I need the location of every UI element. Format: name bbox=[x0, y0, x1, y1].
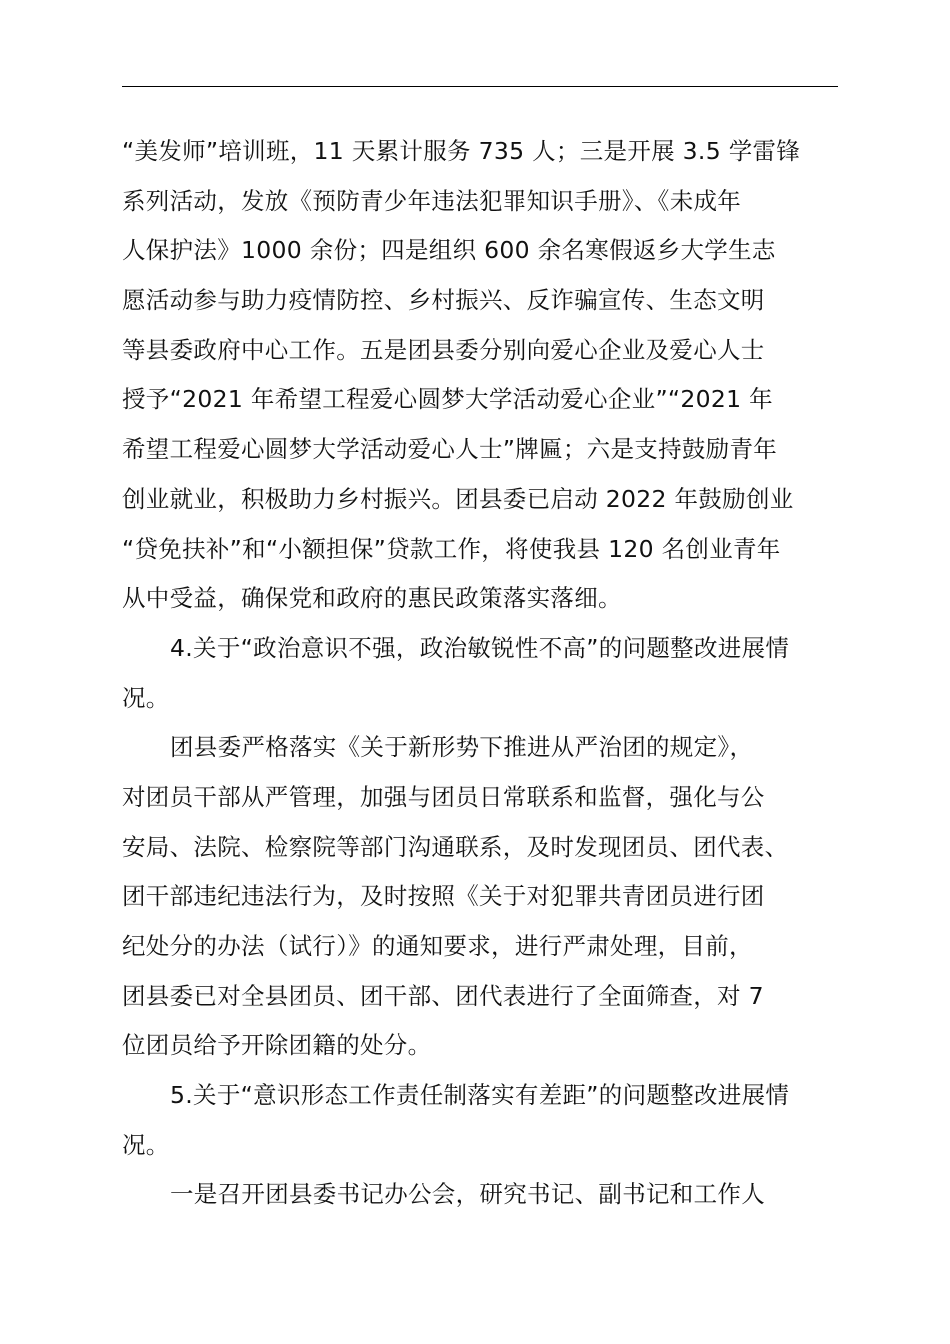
header-rule bbox=[122, 86, 838, 87]
text-line: 团县委已对全县团员、团干部、团代表进行了全面筛查，对 7 bbox=[122, 982, 764, 1010]
text-line: 人保护法》1000 余份；四是组织 600 余名寒假返乡大学生志 bbox=[122, 236, 776, 264]
text-line: 况。 bbox=[122, 1131, 170, 1159]
section-heading-4: 4.关于“政治意识不强，政治敏锐性不高”的问题整改进展情 bbox=[170, 634, 790, 662]
text-line: 安局、法院、检察院等部门沟通联系，及时发现团员、团代表、 bbox=[122, 833, 789, 861]
text-line: 创业就业，积极助力乡村振兴。团县委已启动 2022 年鼓励创业 bbox=[122, 485, 794, 513]
text-line: 况。 bbox=[122, 684, 170, 712]
text-line: 授予“2021 年希望工程爱心圆梦大学活动爱心企业”“2021 年 bbox=[122, 385, 773, 413]
text-line: 愿活动参与助力疫情防控、乡村振兴、反诈骗宣传、生态文明 bbox=[122, 286, 765, 314]
text-line: 系列活动，发放《预防青少年违法犯罪知识手册》、《未成年 bbox=[122, 187, 742, 215]
text-line: “贷免扶补”和“小额担保”贷款工作，将使我县 120 名创业青年 bbox=[122, 535, 781, 563]
section-heading-5: 5.关于“意识形态工作责任制落实有差距”的问题整改进展情 bbox=[170, 1081, 790, 1109]
text-line: 对团员干部从严管理，加强与团员日常联系和监督，强化与公 bbox=[122, 783, 765, 811]
text-line: 希望工程爱心圆梦大学活动爱心人士”牌匾；六是支持鼓励青年 bbox=[122, 435, 778, 463]
paragraph-start: 一是召开团县委书记办公会，研究书记、副书记和工作人 bbox=[170, 1180, 765, 1208]
text-line: 团干部违纪违法行为，及时按照《关于对犯罪共青团员进行团 bbox=[122, 882, 765, 910]
text-line: 位团员给予开除团籍的处分。 bbox=[122, 1031, 432, 1059]
paragraph-start: 团县委严格落实《关于新形势下推进从严治团的规定》， bbox=[170, 733, 754, 761]
text-line: 等县委政府中心工作。五是团县委分别向爱心企业及爱心人士 bbox=[122, 336, 765, 364]
text-line: 纪处分的办法（试行）》的通知要求，进行严肃处理，目前， bbox=[122, 932, 753, 960]
text-line: “美发师”培训班，11 天累计服务 735 人；三是开展 3.5 学雷锋 bbox=[122, 137, 801, 165]
text-line: 从中受益，确保党和政府的惠民政策落实落细。 bbox=[122, 584, 622, 612]
